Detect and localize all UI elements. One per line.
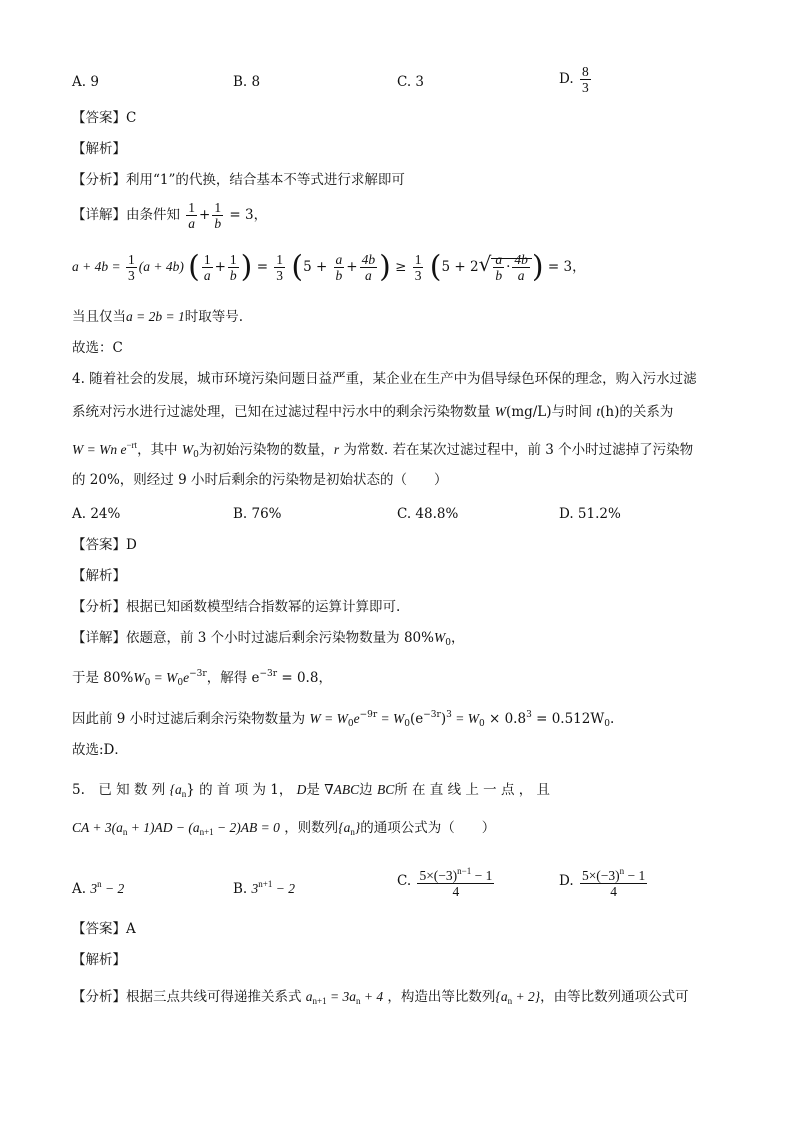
q3-conclusion: 故选：C — [72, 340, 123, 356]
q4-stem-line4: 的 20%，则经过 9 小时后剩余的污染物是初始状态的（ ） — [72, 472, 448, 488]
q3-answer: 【答案】C — [72, 110, 137, 126]
q3-jiexi: 【解析】 — [72, 141, 126, 157]
q4-answer: 【答案】D — [72, 537, 137, 553]
q4-option-d: D. 51.2% — [559, 506, 621, 522]
q4-option-c: C. 48.8% — [397, 506, 459, 522]
q5-jiexi: 【解析】 — [72, 952, 126, 968]
q3-option-c: C. 3 — [397, 74, 425, 90]
q4-xiangjie: 【详解】依题意，前 3 个小时过滤后剩余污染物数量为 $80\%W_0$， — [72, 630, 465, 648]
q5-stem-line1: 5. 已 知 数 列 $\{a_n\}$ 的 首 项 为 1， D是 ∇ABC边 BC所 在 直 线 上 一 点 ， 且 — [72, 782, 551, 799]
q3-option-a: A. 9 — [72, 74, 99, 90]
q4-fenxi: 【分析】根据已知函数模型结合指数幂的运算计算即可. — [72, 599, 401, 615]
q4-line2: 于是 $80\%W_0 = W_0e^{-3r}$，解得 $e^{-3r} = 0.8$， — [72, 669, 332, 688]
q4-line3: 因此前 9 小时过滤后剩余污染物数量为 $W = W_0e^{-9r} = W_0(e^{-3r})^3 = W_0 \times 0.8^3 = 0.512W_0$. — [72, 710, 615, 729]
q5-option-d: D. $\frac{5\times(-3)^n - 1}{4}$ — [559, 866, 646, 899]
q4-option-a: A. 24% — [72, 506, 121, 522]
q5-answer: 【答案】A — [72, 921, 136, 937]
q4-stem-line1: 4. 随着社会的发展，城市环境污染问题日益严重，某企业在生产中为倡导绿色环保的理念，购入污水过滤 — [72, 371, 697, 387]
q3-inequality: a + 4b = $\frac{1}{3}$ (a + 4b) ( $\frac{1}{a}$ + $\frac{1}{b}$ ) = $\frac{1}{3}$ (5 + $\frac{a}{b}$ + $\frac{4b}{a}$ ) ≥ $\frac{1}{3}$ (5 + 2√ $\frac{a}{b}$ · $\frac{4b}{a}$ ) = 3， — [72, 249, 586, 285]
q3-fenxi: 【分析】利用“1”的代换，结合基本不等式进行求解即可 — [72, 172, 405, 188]
q3-xiangjie: 【详解】由条件知 $\frac{1}{a}$ + $\frac{1}{b}$ = 3， — [72, 200, 268, 231]
q5-option-b: B. $3^{n+1} - 2$ — [233, 879, 295, 897]
q5-option-c: C. $\frac{5\times(-3)^{n-1} - 1}{4}$ — [397, 866, 493, 899]
q4-stem-line3: W = Wn $e^{-rt}$，其中 $W_0$为初始污染物的数量，r 为常数. 若在某次过滤过程中，前 3 个小时过滤掉了污染物 — [72, 440, 694, 460]
q3-equality: 当且仅当a = 2b = 1时取等号. — [72, 309, 244, 325]
q4-stem-line2: 系统对污水进行过滤处理，已知在过滤过程中污水中的剩余污染物数量 W(mg/L)与时间 t(h)的关系为 — [72, 404, 674, 420]
q4-jiexi: 【解析】 — [72, 568, 126, 584]
q4-conclusion: 故选:D． — [72, 742, 128, 758]
q5-stem-line2: CA + $3(a_n + 1)AD - (a_{n+1} - 2)AB = 0$ ，则数列$\{a_n\}$的通项公式为（ ） — [72, 820, 496, 837]
q4-option-b: B. 76% — [233, 506, 282, 522]
q5-fenxi: 【分析】根据三点共线可得递推关系式 $a_{n+1} = 3a_n + 4$ ，构造出等比数列$\{a_n + 2\}$，由等比数列通项公式可 — [72, 989, 689, 1006]
q5-option-a: A. $3^n - 2$ — [72, 879, 125, 897]
q3-option-b: B. 8 — [233, 74, 261, 90]
q3-option-d: D. $\frac{8}{3}$ — [559, 64, 589, 95]
